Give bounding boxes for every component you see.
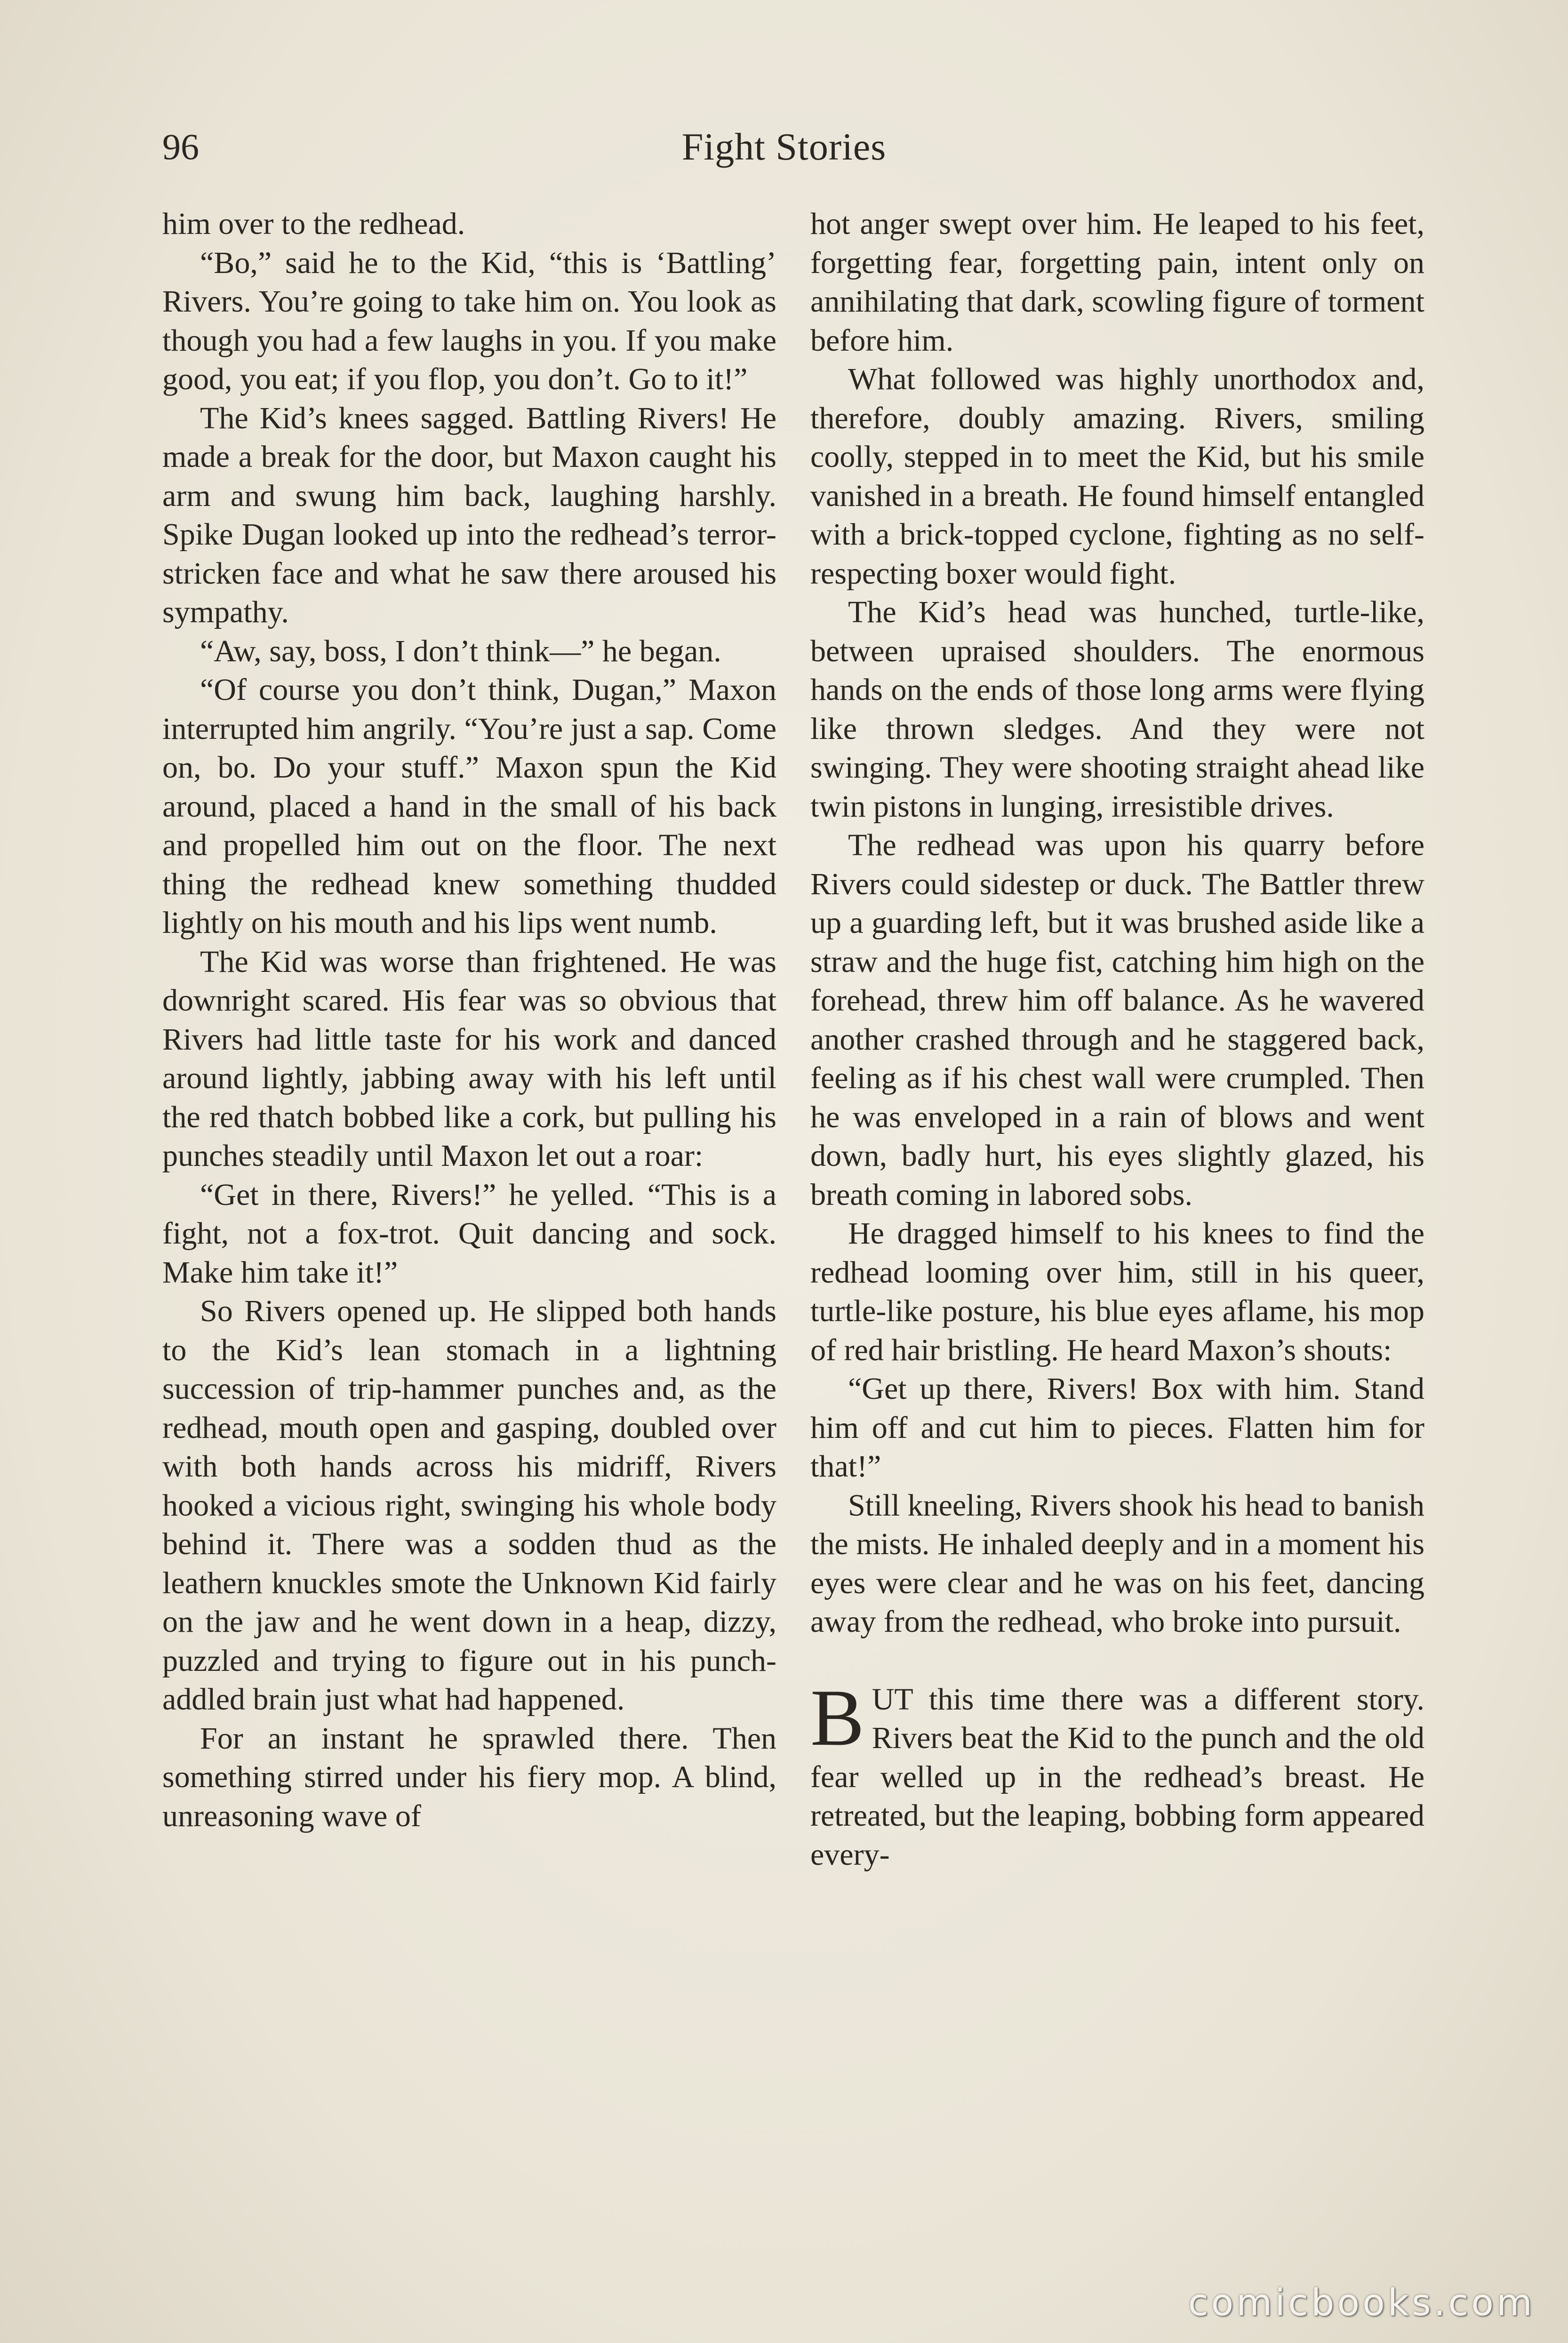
paragraph: The Kid’s knees sagged. Battling Rivers! He made a break for the door, but Maxon caught his arm and swung him back, laughing harshly. Spike Dugan looked up into the redhead’s terror-stricken face and what he saw there aroused his sympathy. [162,401,776,629]
paragraph: “Of course you don’t think, Dugan,” Maxon interrupted him angrily. “You’re just a sap. Come on, bo. Do your stuff.” Maxon spun the Kid around, placed a hand in the small of his back and propelled him out on the floor. The next thing the redhead knew something thudded lightly on his mouth and his lips went numb. [162,673,776,940]
paragraph: The redhead was upon his quarry before Rivers could sidestep or duck. The Battler threw up a guarding left, but it was brushed aside like a straw and the huge fist, catching him high on the forehead, threw him off balance. As he wavered another crashed through and he staggered back, feeling as if his chest wall were crumpled. Then he was enveloped in a rain of blows and went down, badly hurt, his eyes slightly glazed, his breath coming in labored sobs. [810,828,1424,1212]
running-title: Fight Stories [681,125,887,168]
page-number: 96 [162,126,199,167]
paragraph: So Rivers opened up. He slipped both hands to the Kid’s lean stomach in a lightning succession of trip-hammer punches and, as the redhead, mouth open and gasping, doubled over with both hands across his midriff, Rivers hooked a vicious right, swinging his whole body behind it. There was a sodden thud as the leathern knuckles smote the Unknown Kid fairly on the jaw and he went down in a heap, dizzy, puzzled and trying to figure out in his punch-addled brain just what had happened. [162,1294,776,1717]
paragraph: Still kneeling, Rivers shook his head to banish the mists. He inhaled deeply and in a moment his eyes were clear and he was on his feet, dancing away from the redhead, who broke into pursuit. [810,1488,1424,1639]
drop-cap: B [810,1673,864,1763]
running-header [0,123,1568,170]
right-column [810,205,1424,1874]
paragraph: hot anger swept over him. He leaped to his feet, forgetting fear, forgetting pain, intent only on annihilating that dark, scowling figure of torment before him. [810,207,1424,358]
paragraph: “Get in there, Rivers!” he yelled. “This is a fight, not a fox-trot. Quit dancing and sock. Make him take it!” [162,1177,776,1290]
paragraph: “Aw, say, boss, I don’t think—” he began. [200,634,721,668]
watermark: comicbooks.com [1188,2282,1535,2324]
section-text: UT this time there was a different story. Rivers beat the Kid to the punch and the old fear welled up in the redhead’s breast. He retreated, but the leaping, bobbing form appeared every- [810,1682,1424,1872]
paragraph: The Kid was worse than frightened. He was downright scared. His fear was so obvious that Rivers had little taste for his work and danced around lightly, jabbing away with his left until the red thatch bobbed like a cork, but pulling his punches steadily until Maxon let out a roar: [162,944,776,1173]
paragraph: “Get up there, Rivers! Box with him. Stand him off and cut him to pieces. Flatten him for that!” [810,1372,1424,1484]
paragraph: him over to the redhead. [162,207,465,241]
paragraph: “Bo,” said he to the Kid, “this is ‘Battling’ Rivers. You’re going to take him on. You look as though you had a few laughs in you. If you make good, you eat; if you flop, you don’t. Go to it!” [162,245,776,396]
paragraph: He dragged himself to his knees to find the redhead looming over him, still in his queer, turtle-like posture, his blue eyes aflame, his mop of red hair bristling. He heard Maxon’s shouts: [810,1216,1424,1367]
left-column [162,205,776,1836]
paragraph: The Kid’s head was hunched, turtle-like, between upraised shoulders. The enormous hands on the ends of those long arms were flying like thrown sledges. And they were not swinging. They were shooting straight ahead like twin pistons in lunging, irresistible drives. [810,595,1424,824]
paragraph: For an instant he sprawled there. Then something stirred under his fiery mop. A blind, unreasoning wave of [162,1721,776,1833]
section-paragraph [810,1673,1424,1875]
paragraph: What followed was highly unorthodox and, therefore, doubly amazing. Rivers, smiling coolly, stepped in to meet the Kid, but his smile vanished in a breath. He found himself entangled with a brick-topped cyclone, fighting as no self-respecting boxer would fight. [810,362,1424,591]
